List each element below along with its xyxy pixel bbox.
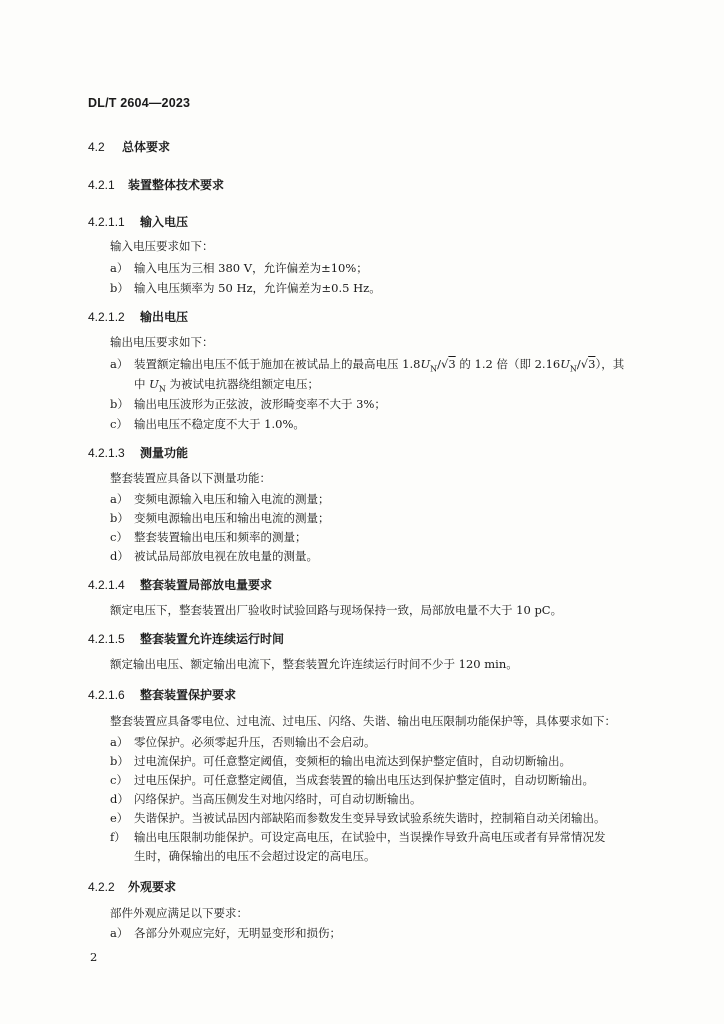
list-text: 过电流保护。可任意整定阈值，变频柜的输出电流达到保护整定值时，自动切断输出。 bbox=[134, 754, 571, 768]
list-item bbox=[110, 810, 606, 826]
heading-title: 测量功能 bbox=[140, 446, 189, 460]
list-marker: e） bbox=[110, 811, 129, 825]
list-item bbox=[110, 753, 571, 769]
heading-4-2-1-5 bbox=[88, 630, 284, 647]
standard-code: DL/T 2604—2023 bbox=[88, 96, 191, 110]
symbol-u: U bbox=[149, 377, 159, 391]
paragraph: 额定电压下，整套装置出厂验收时试验回路与现场保持一致，局部放电量不大于 10 pC。 bbox=[110, 603, 563, 617]
sqrt-value: 3 bbox=[448, 357, 456, 371]
list-text: 变频电源输入电压和输入电流的测量； bbox=[134, 492, 330, 506]
list-marker: a） bbox=[110, 926, 129, 940]
paragraph: 整套装置应具备零电位、过电流、过电压、闪络、失谐、输出电压限制功能保护等，具体要求如下： bbox=[110, 714, 616, 728]
list-text: 过电压保护。可任意整定阈值，当成套装置的输出电压达到保护整定值时，自动切断输出。 bbox=[134, 773, 594, 787]
heading-number: 4.2.1.3 bbox=[88, 446, 125, 460]
list-marker: d） bbox=[110, 549, 129, 563]
symbol-subscript: N bbox=[430, 364, 438, 374]
list-text: 零位保护。必须零起升压，否则输出不会启动。 bbox=[134, 735, 376, 749]
list-marker: c） bbox=[110, 417, 128, 431]
list-item bbox=[110, 416, 305, 432]
list-marker: c） bbox=[110, 530, 128, 544]
list-item-continuation bbox=[134, 376, 319, 393]
list-marker: b） bbox=[110, 397, 129, 411]
symbol-u: U bbox=[560, 357, 570, 371]
list-marker: c） bbox=[110, 773, 128, 787]
list-marker: a） bbox=[110, 735, 129, 749]
list-item bbox=[110, 510, 330, 526]
page-number: 2 bbox=[90, 950, 98, 964]
heading-4-2 bbox=[88, 138, 170, 155]
list-text: 装置额定输出电压不低于施加在被试品上的最高电压 1.8 bbox=[134, 357, 421, 371]
list-text: 为被试电抗器绕组额定电压； bbox=[165, 377, 320, 391]
list-text: 整套装置输出电压和频率的测量； bbox=[134, 530, 307, 544]
list-item bbox=[110, 396, 386, 412]
list-item bbox=[110, 491, 330, 507]
heading-title: 装置整体技术要求 bbox=[128, 178, 225, 192]
list-text: 中 bbox=[134, 377, 150, 391]
heading-4-2-1-4 bbox=[88, 576, 272, 593]
heading-4-2-1-2 bbox=[88, 308, 188, 325]
heading-number: 4.2.1.4 bbox=[88, 578, 125, 592]
paragraph: 输入电压要求如下： bbox=[110, 239, 214, 253]
list-item bbox=[110, 280, 381, 296]
list-item bbox=[110, 772, 594, 788]
list-item-continuation: 生时，确保输出的电压不会超过设定的高电压。 bbox=[134, 849, 376, 863]
heading-4-2-1 bbox=[88, 176, 224, 193]
heading-4-2-1-1 bbox=[88, 213, 188, 230]
heading-number: 4.2.1.2 bbox=[88, 310, 125, 324]
list-marker: a） bbox=[110, 261, 129, 275]
sqrt-sign: /√ bbox=[437, 357, 449, 371]
list-marker: f） bbox=[110, 830, 126, 844]
paragraph: 整套装置应具备以下测量功能： bbox=[110, 471, 271, 485]
list-text: 输出电压不稳定度不大于 1.0%。 bbox=[134, 417, 305, 431]
heading-number: 4.2.1.5 bbox=[88, 632, 125, 646]
paragraph: 部件外观应满足以下要求： bbox=[110, 906, 248, 920]
list-marker: b） bbox=[110, 754, 129, 768]
heading-title: 整套装置允许连续运行时间 bbox=[140, 632, 285, 646]
heading-number: 4.2.1.6 bbox=[88, 688, 125, 702]
list-item bbox=[110, 925, 341, 941]
list-text: 输出电压波形为正弦波，波形畸变率不大于 3%； bbox=[134, 397, 386, 411]
list-item bbox=[110, 529, 307, 545]
sqrt-value: 3 bbox=[588, 357, 596, 371]
symbol-subscript: N bbox=[569, 364, 577, 374]
list-marker: a） bbox=[110, 357, 129, 371]
list-item bbox=[110, 829, 606, 845]
list-text: 被试品局部放电视在放电量的测量。 bbox=[134, 549, 318, 563]
list-marker: b） bbox=[110, 511, 129, 525]
heading-number: 4.2 bbox=[88, 140, 105, 154]
list-item bbox=[110, 548, 318, 564]
heading-number: 4.2.1.1 bbox=[88, 215, 125, 229]
list-marker: d） bbox=[110, 792, 129, 806]
list-marker: b） bbox=[110, 281, 129, 295]
heading-title: 输入电压 bbox=[140, 215, 189, 229]
list-marker: a） bbox=[110, 492, 129, 506]
list-text: 输入电压为三相 380 V，允许偏差为±10%； bbox=[134, 261, 368, 275]
list-text: ），其 bbox=[595, 357, 625, 371]
list-text: 各部分外观应完好，无明显变形和损伤； bbox=[134, 926, 341, 940]
list-item bbox=[110, 260, 368, 276]
heading-title: 整套装置局部放电量要求 bbox=[140, 578, 273, 592]
paragraph: 输出电压要求如下： bbox=[110, 335, 214, 349]
list-item bbox=[110, 356, 624, 373]
paragraph: 额定输出电压、额定输出电流下，整套装置允许连续运行时间不少于 120 min。 bbox=[110, 657, 518, 671]
heading-title: 输出电压 bbox=[140, 310, 189, 324]
heading-title: 整套装置保护要求 bbox=[140, 688, 237, 702]
list-text: 闪络保护。当高压侧发生对地闪络时，可自动切断输出。 bbox=[134, 792, 422, 806]
list-text: 失谐保护。当被试品因内部缺陷而参数发生变异导致试验系统失谐时，控制箱自动关闭输出。 bbox=[134, 811, 606, 825]
heading-title: 总体要求 bbox=[122, 140, 171, 154]
heading-title: 外观要求 bbox=[128, 880, 177, 894]
sqrt-sign: /√ bbox=[576, 357, 589, 371]
list-text: 输入电压频率为 50 Hz，允许偏差为±0.5 Hz。 bbox=[134, 281, 381, 295]
list-text: 变频电源输出电压和输出电流的测量； bbox=[134, 511, 330, 525]
symbol-subscript: N bbox=[158, 384, 166, 394]
symbol-u: U bbox=[420, 357, 431, 371]
list-text: 输出电压限制功能保护。可设定高电压，在试验中，当误操作导致升高电压或者有异常情况发 bbox=[134, 830, 606, 844]
list-text: 的 1.2 倍（即 2.16 bbox=[455, 357, 561, 371]
heading-number: 4.2.1 bbox=[88, 178, 115, 192]
heading-4-2-1-6 bbox=[88, 686, 236, 703]
list-item bbox=[110, 791, 422, 807]
heading-4-2-1-3 bbox=[88, 444, 188, 461]
heading-number: 4.2.2 bbox=[88, 880, 115, 894]
list-item bbox=[110, 734, 376, 750]
heading-4-2-2 bbox=[88, 878, 176, 895]
